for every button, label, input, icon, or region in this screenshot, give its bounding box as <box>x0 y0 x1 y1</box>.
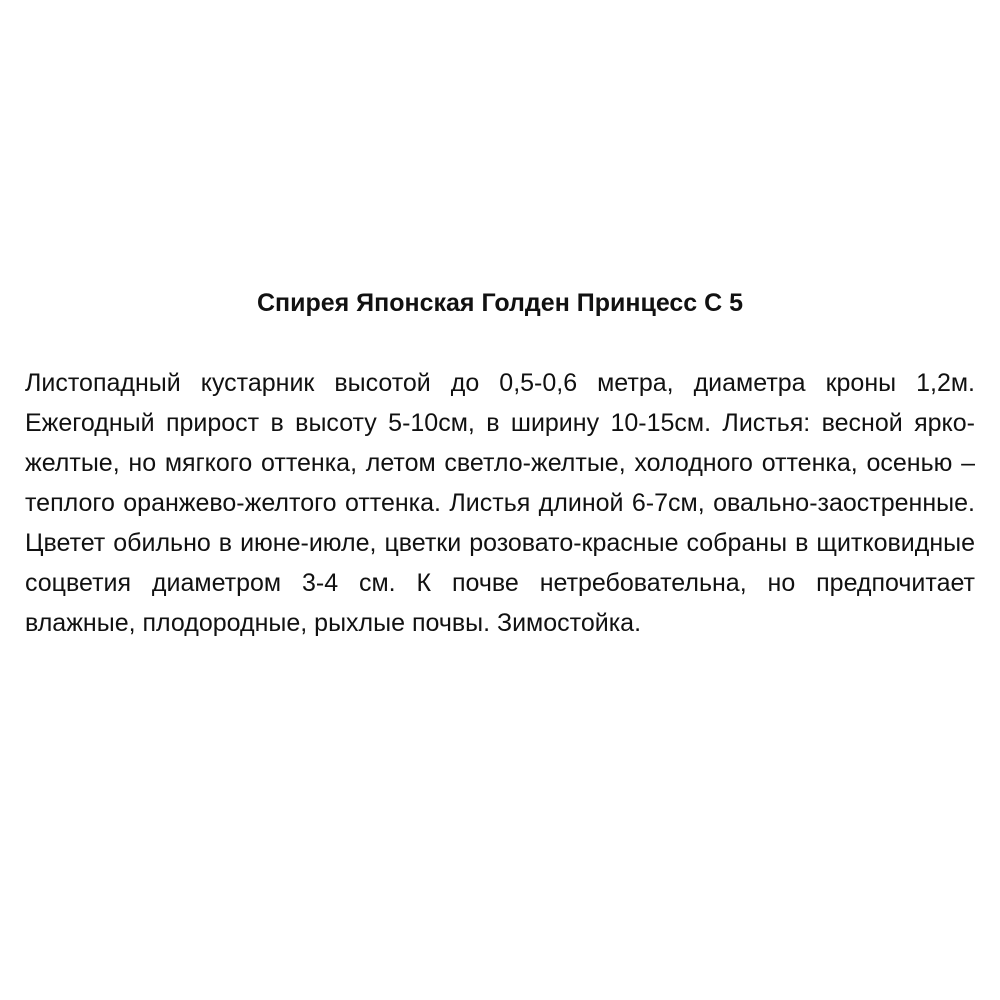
document-description: Листопадный кустарник высотой до 0,5-0,6 метра, диаметра кроны 1,2м. Ежегодный прирост в высоту 5-10см, в ширину 10-15см. Листья: весной ярко-желтые, но мягкого оттенка, летом светло-желтые, холодного оттенка, осенью – теплого оранжево-желтого оттенка. Листья длиной 6-7см, овально-заостренные. Цветет обильно в июне-июле, цветки розовато-красные собраны в щитковидные соцветия диаметром 3-4 см. К почве нетребовательна, но предпочитает влажные, плодородные, рыхлые почвы. Зимостойка. <box>25 369 975 637</box>
document-title: Спирея Японская Голден Принцесс С 5 <box>256 289 744 317</box>
document <box>25 283 975 643</box>
